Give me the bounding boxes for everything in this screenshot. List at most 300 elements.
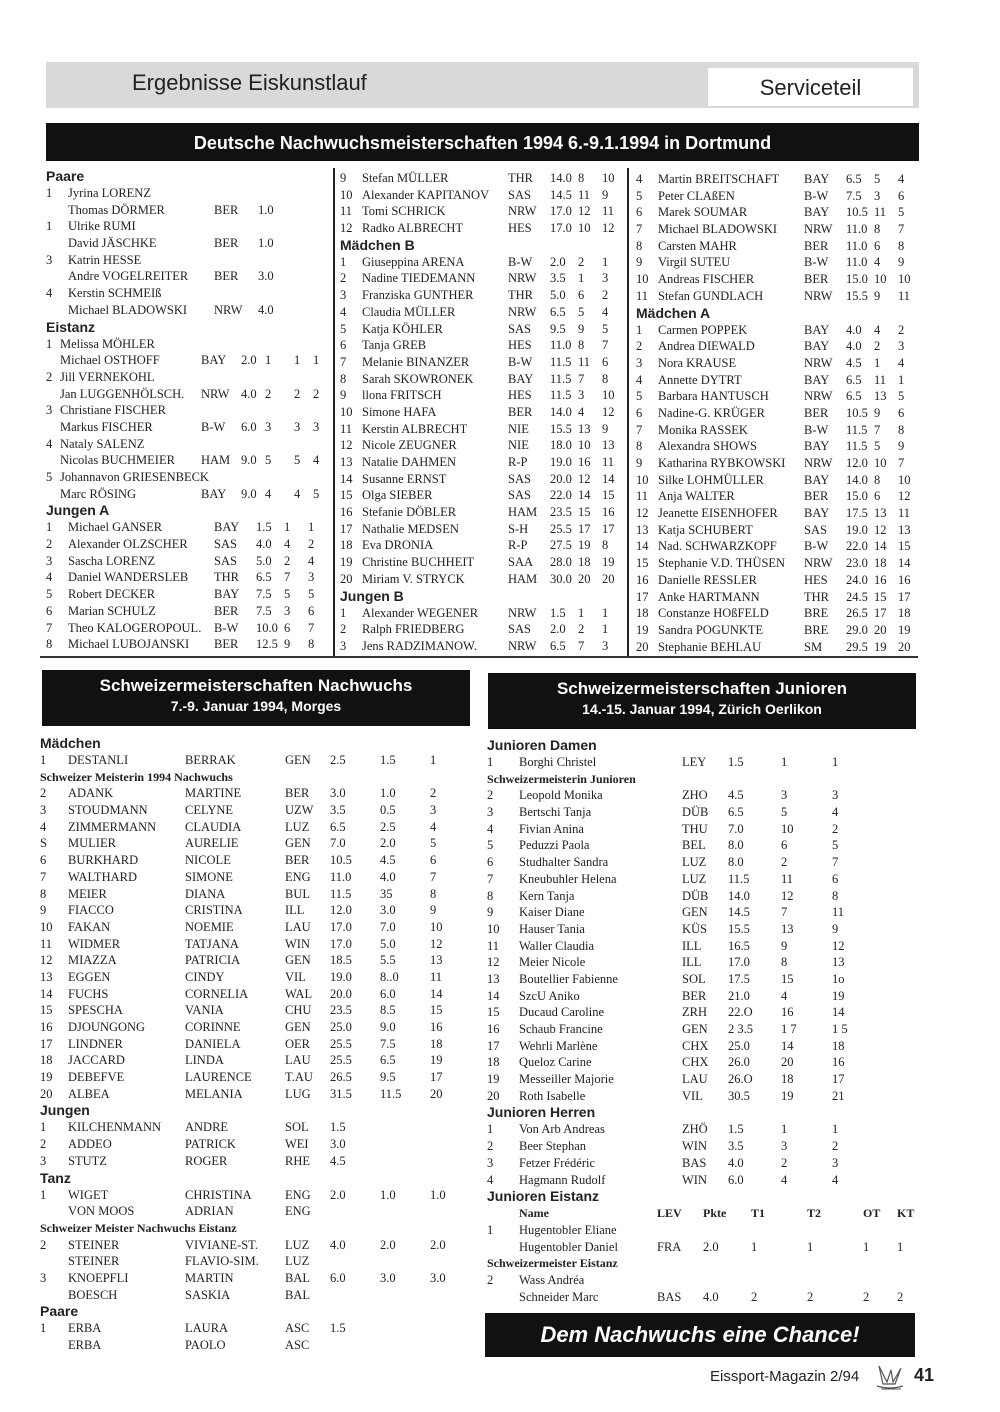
cell-name: Stephanie V.D. THÜSEN [658, 556, 786, 571]
cell-name: llona FRITSCH [362, 388, 442, 403]
result-row [487, 1272, 917, 1289]
cell-name: Hauser Tania [519, 921, 585, 936]
result-row [40, 986, 480, 1003]
cell-name: Marek SOUMAR [658, 205, 748, 220]
cell-kp: 5 [308, 587, 315, 602]
cell-name: Kerstin SCHMEIß [68, 286, 162, 301]
cell-rank: 16 [340, 505, 353, 520]
category-heading: Tanz [40, 1169, 71, 1186]
cell-club: BUL [285, 886, 310, 901]
cell-kp: 19 [898, 622, 911, 637]
cell-sp: 3 [578, 388, 585, 403]
cell-rank: 13 [487, 971, 500, 986]
cell-rank: 7 [46, 620, 53, 635]
cell-sp: 6 [781, 838, 788, 853]
cell-kp: 21 [832, 1088, 845, 1103]
cell-points: 4.0 [256, 537, 272, 552]
cell-surname: FIACCO [68, 903, 114, 918]
cell-points: 4.0 [728, 1155, 744, 1170]
cell-sp: 17 [578, 521, 591, 536]
category-heading: Jungen A [46, 502, 110, 519]
cell-club: LUZ [285, 1237, 310, 1252]
cell-club: ASC [285, 1321, 310, 1336]
cell-kp: 3 [832, 1155, 839, 1170]
cell-kp: 8 [602, 371, 609, 386]
cell-kp: 1 [832, 755, 839, 769]
result-row [340, 203, 625, 220]
cell-club: THU [682, 821, 708, 836]
cell-kp: 7 [898, 456, 905, 470]
result-row [636, 355, 921, 372]
cell-sp: 9 [781, 938, 788, 953]
cell-name: Johannavon GRIESENBECK [60, 470, 209, 484]
result-row [487, 1088, 917, 1105]
cell-club: NRW [508, 204, 537, 219]
result-row [40, 1069, 480, 1086]
cell-sp: 19 [874, 639, 887, 654]
cell-rank: 1 [636, 322, 643, 337]
cell-name: Olga SIEBER [362, 488, 433, 503]
cell-club: WIN [682, 1139, 707, 1154]
result-row [40, 969, 480, 986]
cell-rank: 11 [636, 288, 649, 303]
cell-surname: KNOEPFLI [68, 1270, 129, 1285]
cell-sp: 8 [578, 171, 585, 185]
result-row [636, 572, 921, 589]
cell-sp: 15 [578, 505, 591, 520]
result-row [487, 1172, 917, 1189]
cell-name: Marian SCHULZ [68, 603, 156, 618]
cell-points: 4.5 [846, 355, 862, 370]
result-row [40, 1153, 480, 1170]
cell-firstname: LAURENCE [185, 1070, 252, 1085]
cell-sp: 3.0 [380, 1270, 396, 1285]
cell-points: 6.5 [846, 372, 862, 387]
result-row [636, 405, 921, 422]
result-row [487, 938, 917, 955]
cell-kp: 19 [832, 988, 845, 1003]
cell-club: WIN [682, 1172, 707, 1187]
category-heading: Eistanz [46, 318, 96, 335]
cell-t2: T2 [807, 1206, 822, 1221]
cell-kp: 17 [832, 1072, 845, 1087]
cell-kp: 11 [602, 204, 615, 219]
cell-kp: 7 [430, 869, 437, 884]
cell-rank: 8 [487, 888, 494, 903]
cell-name: Stefan GUNDLACH [658, 288, 764, 303]
cell-sp: 5.5 [380, 953, 396, 968]
cell-sp: 11 [578, 187, 591, 202]
cell-firstname: LAURA [185, 1321, 229, 1336]
cell-pkte: 4.0 [703, 1289, 719, 1304]
cell-kp: 13 [430, 953, 443, 968]
cell-kp: 6 [430, 853, 437, 868]
cell-firstname: BERRAK [185, 753, 236, 767]
result-row [40, 1287, 480, 1304]
result-row [340, 287, 625, 304]
cell-sp: 17 [874, 606, 887, 621]
cell-club: WEI [285, 1137, 309, 1152]
cell-points: 11.0 [846, 255, 868, 270]
result-row [340, 220, 625, 237]
cell-name: Jan LUGGENHÖLSCH. [60, 386, 185, 401]
cell-firstname: DIANA [185, 886, 226, 901]
cell-kp: 9 [602, 421, 609, 436]
cell-club: BAY [508, 371, 534, 386]
cell-surname: LINDNER [68, 1036, 123, 1051]
cell-sp: 9 [874, 405, 881, 420]
cell-rank: 20 [487, 1088, 500, 1103]
cell-rank: 12 [340, 438, 353, 453]
cell-rank: 8 [636, 439, 643, 454]
cell-sp: 0.5 [380, 803, 396, 818]
cell-sp: 13 [578, 421, 591, 436]
result-row [40, 852, 480, 869]
cell-club: ZHO [682, 788, 708, 803]
cell-rank: 9 [636, 255, 643, 270]
cell-club: BER [214, 269, 239, 284]
cell-points: 25.0 [728, 1038, 750, 1053]
cell-kp: 18 [832, 1038, 845, 1053]
cell-name: Melissa MÖHLER [60, 336, 155, 351]
cell-points: 10.5 [330, 853, 352, 868]
cell-name: Tanja GREB [362, 338, 427, 353]
cell-rank: 5 [46, 470, 53, 484]
cell-kp: 5 [430, 836, 437, 851]
cell-rank: 19 [636, 622, 649, 637]
cell-surname: KILCHENMANN [68, 1120, 162, 1135]
cell-name: Hagmann Rudolf [519, 1172, 606, 1187]
result-row [340, 521, 625, 538]
result-row [340, 605, 625, 622]
result-row [46, 352, 331, 369]
cell-points: 31.5 [330, 1086, 352, 1101]
cell-points: 30.0 [550, 571, 572, 586]
cell-surname: WALTHARD [68, 869, 137, 884]
cell-rank: 14 [487, 988, 500, 1003]
cell-points: 25.0 [330, 1020, 352, 1034]
cell-name: Michael BLADOWSKI [658, 222, 778, 237]
result-row [636, 438, 921, 455]
cell-sp: 20 [781, 1055, 794, 1070]
cell-rank: 7 [636, 422, 643, 437]
cell-firstname: TATJANA [185, 936, 239, 951]
cell-rank: 2 [46, 369, 53, 384]
cell-kp: 1 [308, 520, 315, 535]
header-band [46, 62, 919, 108]
result-row [40, 952, 480, 969]
result-row [636, 538, 921, 555]
cell-kp: 17 [602, 521, 615, 536]
cell-kp: 14 [430, 986, 443, 1001]
cell-rank: 1 [40, 1321, 47, 1336]
cell-rank: 10 [340, 404, 353, 419]
cell-kp: 12 [430, 936, 443, 951]
cell-rank: 19 [40, 1070, 53, 1085]
cell-points: 23.5 [330, 1003, 352, 1018]
result-row [636, 271, 921, 288]
cell-firstname: CORNELIA [185, 986, 249, 1001]
cell-points: 20.0 [550, 471, 572, 486]
cell-rank: 6 [636, 405, 643, 420]
cell-kp: 5 [602, 321, 609, 336]
cell-rank: 1 [46, 336, 53, 351]
cell-points: 4.0 [846, 339, 862, 354]
cell-kp: 1 [832, 1122, 839, 1137]
cell-club: NRW [804, 288, 833, 303]
cell-kp: 16 [832, 1055, 845, 1070]
cell-surname: FUCHS [68, 986, 109, 1001]
cell-sp: 4 [781, 988, 788, 1003]
cell-points: 6.0 [241, 419, 257, 434]
cell-rank: 2 [487, 1272, 494, 1287]
result-row [487, 954, 917, 971]
cell-rank: 4 [487, 821, 494, 836]
cell-t1: 2 [265, 386, 272, 401]
cell-club: BAL [285, 1270, 310, 1285]
cell-name: Anja WALTER [658, 489, 735, 504]
cell-kp: 8 [898, 422, 905, 437]
cell-club: BRE [804, 622, 829, 637]
result-row [636, 388, 921, 405]
cell-club: SAS [214, 537, 237, 552]
cell-ot: 3 [294, 419, 301, 434]
result-row [340, 437, 625, 454]
cell-name: Andrea DIEWALD [658, 339, 755, 354]
cell-sp: 12 [578, 204, 591, 219]
cell-kt: 4 [313, 453, 320, 468]
cell-t1: 3 [265, 419, 272, 434]
result-row [636, 605, 921, 622]
cell-club: WAL [285, 986, 313, 1001]
cell-name: Queloz Carine [519, 1055, 592, 1070]
cell-kp: 7 [308, 620, 315, 635]
cell-sp: 2.0 [380, 836, 396, 851]
cell-sp: 1.0 [380, 786, 396, 801]
cell-sp: 7 [781, 905, 788, 920]
cell-name: Markus FISCHER [60, 419, 153, 434]
cell-club: NRW [804, 389, 833, 404]
cell-club: BER [804, 272, 829, 287]
cell-kp: 4 [832, 805, 839, 820]
cell-surname: ERBA [68, 1321, 102, 1336]
cell-sp: 6.0 [380, 986, 396, 1001]
cell-club: THR [508, 171, 533, 185]
cell-club: ZRH [682, 1005, 707, 1020]
cell-name: Jeanette EISENHOFER [658, 506, 778, 521]
cell-rank: 18 [487, 1055, 500, 1070]
cell-name: Radko ALBRECHT [362, 221, 464, 236]
result-row [636, 622, 921, 639]
cell-kp: 15 [602, 488, 615, 503]
cell-points: 1.5 [256, 520, 272, 535]
result-row [40, 1002, 480, 1019]
cell-club: BER [804, 405, 829, 420]
cell-club: ENG [285, 869, 311, 884]
cell-rank: 15 [340, 488, 353, 503]
cell-points: 9.0 [241, 453, 257, 468]
cell-sp: 12 [578, 471, 591, 486]
result-row [46, 569, 331, 586]
cell-points: 11.0 [330, 869, 352, 884]
cell-name: Nad. SCHWARZKOPF [658, 539, 777, 554]
cell-club: ILL [682, 955, 702, 970]
cell-rank: 10 [40, 919, 53, 934]
result-row [340, 387, 625, 404]
cell-club: LAU [285, 919, 311, 934]
cell-surname: FAKAN [68, 919, 111, 934]
cell-kp: 9 [430, 903, 437, 918]
cell-rank: 10 [340, 187, 353, 202]
cell-name: Schaub Francine [519, 1022, 603, 1036]
cell-sp: 8 [578, 338, 585, 353]
cell-kp: 2.0 [430, 1237, 446, 1252]
cell-ot: OT [863, 1206, 881, 1221]
result-row [487, 854, 917, 871]
cell-rank: 14 [340, 471, 353, 486]
cell-points: 7.0 [728, 821, 744, 836]
cell-name: Simone HAFA [362, 404, 437, 419]
cell-points: 23.5 [550, 505, 572, 520]
cell-rank: 11 [40, 936, 53, 951]
cell-points: 1.5 [728, 755, 744, 769]
cell-surname: ALBEA [68, 1086, 110, 1101]
cell-rank: 7 [636, 222, 643, 237]
cell-kp: 10 [602, 388, 615, 403]
result-row [340, 321, 625, 338]
cell-name: Jill VERNEKOHL [60, 369, 155, 384]
cell-sp: 16 [781, 1005, 794, 1020]
result-row [636, 288, 921, 305]
cell-kp: 2 [602, 288, 609, 303]
cell-sp: 14 [578, 488, 591, 503]
cell-points: 10.5 [846, 405, 868, 420]
swiss-junior-header [488, 673, 916, 729]
cell-sp: 7 [578, 371, 585, 386]
cell-sp: 6 [284, 620, 291, 635]
cell-club: HAM [508, 505, 538, 520]
cell-firstname: VIVIANE-ST. [185, 1237, 259, 1252]
cell-name: Schneider Marc [519, 1289, 599, 1304]
cell-club: BER [682, 988, 707, 1003]
category-heading: Junioren Eistanz [487, 1188, 600, 1205]
result-row [40, 1119, 480, 1136]
cell-points: 1.5 [330, 1321, 346, 1336]
cell-surname: SPESCHA [68, 1003, 123, 1018]
cell-points: 5.0 [550, 288, 566, 303]
cell-surname: WIDMER [68, 936, 121, 951]
cell-sp: 11 [578, 354, 591, 369]
cell-points: 1.0 [258, 236, 274, 251]
result-row [636, 254, 921, 271]
cell-kp: 2 [430, 786, 437, 801]
cell-rank: 18 [40, 1053, 53, 1068]
cell-name: Waller Claudia [519, 938, 595, 953]
cell-surname: MIAZZA [68, 953, 117, 968]
result-row [636, 522, 921, 539]
cell-club: DÜB [682, 805, 709, 820]
cell-rank: 12 [487, 955, 500, 970]
result-row [40, 802, 480, 819]
cell-sp: 7.0 [380, 919, 396, 934]
cell-name: David JÄSCHKE [68, 236, 157, 251]
champion-note: Schweizer Meisterin 1994 Nachwuchs [40, 769, 233, 784]
cell-club: BAY [804, 339, 830, 354]
cell-sp: 2.0 [380, 1237, 396, 1252]
cell-kp: 9 [602, 187, 609, 202]
cell-sp: 3 [284, 603, 291, 618]
cell-points: 29.5 [846, 639, 868, 654]
cell-firstname: PATRICIA [185, 953, 241, 968]
cell-kp: 3 [308, 570, 315, 585]
german-column-3 [636, 171, 921, 655]
cell-firstname: CLAUDIA [185, 819, 242, 834]
champion-note: Schweizermeister Eistanz [487, 1256, 618, 1271]
cell-rank: 17 [487, 1038, 500, 1053]
cell-points: 12.5 [256, 637, 278, 652]
cell-kp: 16 [602, 505, 615, 520]
cell-firstname: SASKIA [185, 1287, 231, 1302]
cell-kp: 6 [308, 603, 315, 618]
cell-name: Fivian Anina [519, 821, 584, 836]
cell-rank: 10 [487, 921, 500, 936]
cell-surname: DESTANLI [68, 753, 129, 767]
cell-firstname: SIMONE [185, 869, 233, 884]
cell-club: ILL [285, 903, 305, 918]
table-header-row [487, 1205, 917, 1222]
cell-firstname: CORINNE [185, 1020, 241, 1034]
cell-rank: 2 [340, 271, 347, 286]
cell-points: 17.5 [846, 506, 868, 521]
cell-kp: 12 [832, 938, 845, 953]
result-row [487, 1038, 917, 1055]
category-heading: Junioren Herren [487, 1104, 596, 1121]
champion-note: Schweizer Meister Nachwuchs Eistanz [40, 1220, 237, 1235]
cell-points: 14.5 [728, 905, 750, 920]
cell-name: Meier Nicole [519, 955, 586, 970]
cell-club: LUZ [682, 871, 707, 886]
swiss-junior-title: Schweizermeisterschaften Junioren [556, 679, 848, 698]
cell-rank: 1 [40, 1187, 47, 1202]
result-row [46, 218, 331, 235]
cell-firstname: PATRICK [185, 1137, 236, 1152]
cell-rank: 19 [487, 1072, 500, 1087]
cell-club: NRW [508, 605, 537, 620]
cell-club: BER [214, 637, 239, 652]
cell-points: 6.0 [330, 1270, 346, 1285]
cell-name: Studhalter Sandra [519, 855, 609, 870]
cell-sp: 1 [874, 355, 881, 370]
cell-club: SOL [285, 1120, 309, 1135]
cell-club: SAS [508, 187, 531, 202]
cell-sp: 4 [578, 404, 585, 419]
cell-rank: 16 [40, 1020, 53, 1034]
german-column-2 [340, 170, 625, 655]
cell-rank: 10 [636, 272, 649, 287]
result-row [340, 537, 625, 554]
cell-surname: STEINER [68, 1237, 120, 1252]
cell-kt: KT [897, 1206, 915, 1221]
result-row [40, 1270, 480, 1287]
cell-name: Stefan MÜLLER [362, 171, 449, 185]
cell-sp: 1.0 [380, 1187, 396, 1202]
cell-sp: 3 [874, 188, 881, 203]
cell-club: LEY [682, 755, 707, 769]
cell-club: BER [804, 489, 829, 504]
cell-points: 23.0 [846, 556, 868, 571]
cell-rank: 4 [636, 172, 643, 186]
cell-points: 6.5 [256, 570, 272, 585]
